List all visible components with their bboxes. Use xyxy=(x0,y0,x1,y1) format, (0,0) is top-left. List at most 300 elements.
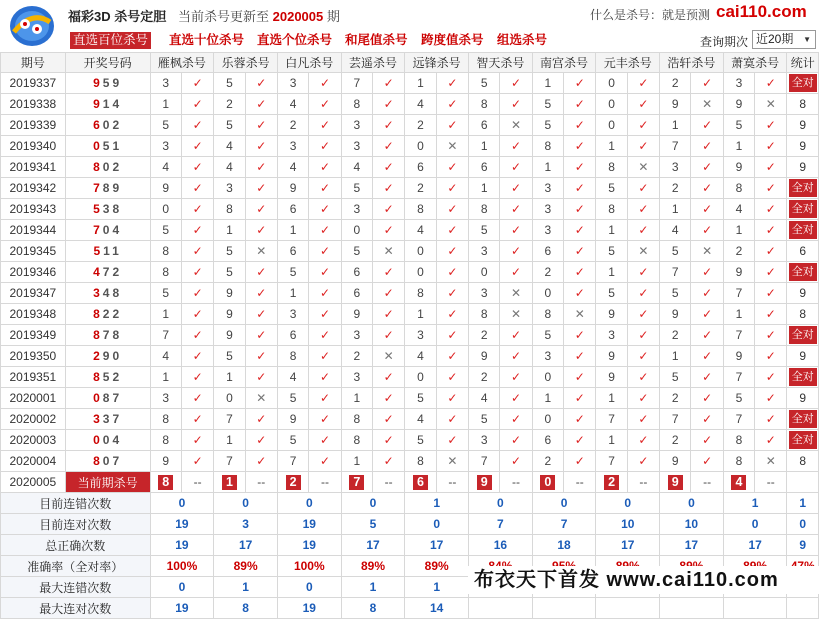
draw-number-cell xyxy=(65,283,150,304)
site-logo[interactable] xyxy=(8,4,56,48)
check-icon: ✓ xyxy=(245,325,277,346)
check-icon: ✓ xyxy=(309,430,341,451)
kill-number-cell: 1 xyxy=(660,115,691,136)
kill-number-cell: 6 xyxy=(532,430,563,451)
what-is-kill-link[interactable]: 什么是杀号：就是预测 xyxy=(590,8,711,22)
kill-number-cell: 4 xyxy=(277,94,308,115)
check-icon: ✓ xyxy=(500,409,532,430)
kill-number-cell: 4 xyxy=(214,136,245,157)
cross-icon: ✕ xyxy=(627,157,659,178)
tab-1[interactable]: 直选十位杀号 xyxy=(169,33,245,47)
tab-3[interactable]: 和尾值杀号 xyxy=(345,33,408,47)
check-icon: ✓ xyxy=(372,262,404,283)
all-correct-badge[interactable]: 全对 xyxy=(789,368,817,386)
all-correct-badge[interactable]: 全对 xyxy=(789,221,817,239)
check-icon: ✓ xyxy=(309,262,341,283)
stats-value: 19 xyxy=(150,514,214,535)
kill-number-cell: 8 xyxy=(150,409,181,430)
stats-value: 3 xyxy=(214,514,278,535)
draw-digit: 5 xyxy=(93,244,104,258)
stats-value: 7 xyxy=(469,514,533,535)
draw-number-cell xyxy=(65,199,150,220)
draw-digit: 2 xyxy=(112,370,123,384)
kill-number-cell: 6 xyxy=(277,325,308,346)
kill-number-cell: 5 xyxy=(469,220,500,241)
check-icon: ✓ xyxy=(436,115,468,136)
kill-number-cell: 3 xyxy=(150,73,181,94)
stats-value: 0 xyxy=(150,493,214,514)
draw-digit: 5 xyxy=(102,139,113,153)
predicted-kill-number: 7 xyxy=(349,475,364,490)
draw-number-cell xyxy=(65,136,150,157)
total-cell: 8 xyxy=(787,451,819,472)
check-icon: ✓ xyxy=(436,283,468,304)
kill-number-cell: 0 xyxy=(596,115,627,136)
stats-value xyxy=(787,598,819,619)
draw-digit: 4 xyxy=(112,97,123,111)
check-icon: ✓ xyxy=(181,115,213,136)
draw-digit: 7 xyxy=(93,223,103,237)
check-icon: ✓ xyxy=(691,304,723,325)
kill-number-cell: 8 xyxy=(596,199,627,220)
kill-number-cell: 9 xyxy=(277,409,308,430)
stats-value: 5 xyxy=(341,514,405,535)
kill-number-cell: 1 xyxy=(723,304,754,325)
kill-number-cell: 1 xyxy=(214,367,245,388)
kill-number-cell: 6 xyxy=(341,262,372,283)
footer-banner: 布衣天下首发 www.cai110.com xyxy=(468,566,819,594)
kill-number-cell: 2 xyxy=(405,178,436,199)
kill-number-cell: 5 xyxy=(723,388,754,409)
check-icon: ✓ xyxy=(627,388,659,409)
kill-number-cell: 9 xyxy=(214,304,245,325)
check-icon: ✓ xyxy=(564,94,596,115)
kill-number-cell: 8 xyxy=(469,94,500,115)
check-icon: ✓ xyxy=(245,409,277,430)
check-icon: ✓ xyxy=(309,409,341,430)
check-icon: ✓ xyxy=(627,304,659,325)
stats-value: 1 xyxy=(405,577,469,598)
kill-number-cell: 6 xyxy=(277,241,308,262)
check-icon: ✓ xyxy=(372,115,404,136)
check-icon: ✓ xyxy=(181,73,213,94)
check-icon: ✓ xyxy=(245,157,277,178)
kill-number-cell: 9 xyxy=(341,304,372,325)
tab-0[interactable]: 直选百位杀号 xyxy=(70,32,151,49)
kill-number-cell: 5 xyxy=(214,115,245,136)
kill-number-cell: 9 xyxy=(150,178,181,199)
draw-digit: 2 xyxy=(93,349,103,363)
total-cell xyxy=(787,430,819,451)
update-period: 2020005 xyxy=(272,9,324,24)
cross-icon: ✕ xyxy=(500,283,532,304)
pending-mark: -- xyxy=(755,472,787,493)
check-icon: ✓ xyxy=(755,157,787,178)
check-icon: ✓ xyxy=(372,73,404,94)
kill-number-cell: 5 xyxy=(469,73,500,94)
kill-number-cell: 8 xyxy=(405,451,436,472)
check-icon: ✓ xyxy=(564,262,596,283)
cross-icon: ✕ xyxy=(564,304,596,325)
table-row xyxy=(1,430,819,451)
site-brand[interactable]: cai110.com xyxy=(716,2,807,21)
all-correct-badge[interactable]: 全对 xyxy=(789,200,817,218)
draw-digit: 7 xyxy=(112,391,123,405)
current-total-cell xyxy=(787,472,819,493)
check-icon: ✓ xyxy=(436,409,468,430)
draw-digit: 0 xyxy=(112,349,123,363)
check-icon: ✓ xyxy=(245,94,277,115)
check-icon: ✓ xyxy=(564,325,596,346)
check-icon: ✓ xyxy=(245,367,277,388)
kill-number-cell: 0 xyxy=(532,283,563,304)
check-icon: ✓ xyxy=(436,388,468,409)
check-icon: ✓ xyxy=(372,409,404,430)
stats-value: 0 xyxy=(469,493,533,514)
check-icon: ✓ xyxy=(564,346,596,367)
current-period-row xyxy=(1,472,819,493)
cross-icon: ✕ xyxy=(691,241,723,262)
draw-digit: 4 xyxy=(112,433,123,447)
stats-value: 17 xyxy=(596,535,660,556)
draw-number-cell xyxy=(65,430,150,451)
kill-number-cell: 7 xyxy=(596,451,627,472)
draw-digit: 8 xyxy=(93,307,103,321)
check-icon: ✓ xyxy=(245,451,277,472)
all-correct-badge[interactable]: 全对 xyxy=(789,326,817,344)
current-kill-label: 当前期杀号 xyxy=(65,472,150,493)
draw-digit: 0 xyxy=(102,223,113,237)
table-row xyxy=(1,451,819,472)
predicted-kill-cell xyxy=(214,472,245,493)
check-icon: ✓ xyxy=(309,94,341,115)
check-icon: ✓ xyxy=(436,73,468,94)
check-icon: ✓ xyxy=(755,388,787,409)
draw-number-cell xyxy=(65,409,150,430)
check-icon: ✓ xyxy=(245,283,277,304)
kill-number-cell: 1 xyxy=(150,367,181,388)
app-title: 福彩3D 杀号定胆 xyxy=(68,9,167,24)
kill-number-cell: 1 xyxy=(214,220,245,241)
stats-value: 19 xyxy=(277,535,341,556)
check-icon: ✓ xyxy=(245,199,277,220)
kill-number-cell: 9 xyxy=(660,94,691,115)
kill-number-table xyxy=(0,52,819,619)
kill-number-cell: 7 xyxy=(214,409,245,430)
check-icon: ✓ xyxy=(627,451,659,472)
check-icon: ✓ xyxy=(372,283,404,304)
table-row xyxy=(1,367,819,388)
draw-digit: 1 xyxy=(112,139,123,153)
kill-number-cell: 1 xyxy=(277,283,308,304)
kill-number-cell: 4 xyxy=(214,157,245,178)
check-icon: ✓ xyxy=(564,430,596,451)
kill-number-cell: 2 xyxy=(214,94,245,115)
predicted-kill-cell xyxy=(532,472,563,493)
kill-number-cell: 3 xyxy=(596,325,627,346)
kill-number-cell: 9 xyxy=(723,157,754,178)
table-row xyxy=(1,262,819,283)
period-cell: 2019351 xyxy=(1,367,66,388)
pending-mark: -- xyxy=(627,472,659,493)
draw-digit: 2 xyxy=(112,160,123,174)
check-icon: ✓ xyxy=(181,430,213,451)
kill-number-cell: 3 xyxy=(723,73,754,94)
stats-label: 最大连错次数 xyxy=(1,577,151,598)
stats-value: 17 xyxy=(660,535,724,556)
draw-digit: 2 xyxy=(102,307,113,321)
kill-number-cell: 6 xyxy=(341,283,372,304)
stats-value: 17 xyxy=(405,535,469,556)
draw-number-cell xyxy=(65,241,150,262)
check-icon: ✓ xyxy=(181,304,213,325)
predicted-kill-number: 4 xyxy=(731,475,746,490)
stats-label: 总正确次数 xyxy=(1,535,151,556)
period-cell: 2019345 xyxy=(1,241,66,262)
total-cell: 9 xyxy=(787,283,819,304)
check-icon: ✓ xyxy=(372,325,404,346)
check-icon: ✓ xyxy=(309,451,341,472)
draw-digit: 0 xyxy=(93,433,103,447)
kill-number-cell: 3 xyxy=(277,304,308,325)
check-icon: ✓ xyxy=(564,136,596,157)
kill-number-cell: 9 xyxy=(723,346,754,367)
kill-number-cell: 4 xyxy=(405,346,436,367)
pending-mark: -- xyxy=(691,472,723,493)
predicted-kill-number: 8 xyxy=(158,475,173,490)
kill-number-cell: 5 xyxy=(596,178,627,199)
kill-number-cell: 1 xyxy=(596,430,627,451)
total-cell xyxy=(787,409,819,430)
check-icon: ✓ xyxy=(309,115,341,136)
check-icon: ✓ xyxy=(245,136,277,157)
all-correct-badge[interactable]: 全对 xyxy=(789,263,817,281)
stats-row xyxy=(1,514,819,535)
check-icon: ✓ xyxy=(691,388,723,409)
kill-number-cell: 4 xyxy=(405,409,436,430)
table-row xyxy=(1,388,819,409)
page-header xyxy=(0,0,819,52)
total-cell: 9 xyxy=(787,388,819,409)
kill-number-cell: 5 xyxy=(596,241,627,262)
total-cell xyxy=(787,73,819,94)
stats-value: 1 xyxy=(341,577,405,598)
kill-number-cell: 7 xyxy=(214,451,245,472)
stats-value: 14 xyxy=(405,598,469,619)
draw-digit: 6 xyxy=(93,118,103,132)
period-select[interactable]: 近20期 ▼ xyxy=(752,30,816,49)
kill-number-cell: 8 xyxy=(150,430,181,451)
check-icon: ✓ xyxy=(755,409,787,430)
draw-digit: 4 xyxy=(112,223,123,237)
kill-number-cell: 5 xyxy=(532,325,563,346)
kill-number-cell: 7 xyxy=(723,325,754,346)
total-cell: 9 xyxy=(787,157,819,178)
check-icon: ✓ xyxy=(627,325,659,346)
cross-icon: ✕ xyxy=(436,136,468,157)
stats-value: 8 xyxy=(214,598,278,619)
stats-value: 0 xyxy=(596,493,660,514)
period-cell: 2019338 xyxy=(1,94,66,115)
check-icon: ✓ xyxy=(436,220,468,241)
kill-number-cell: 6 xyxy=(469,157,500,178)
draw-digit: 3 xyxy=(102,412,113,426)
kill-number-cell: 5 xyxy=(660,241,691,262)
draw-digit: 2 xyxy=(112,307,123,321)
check-icon: ✓ xyxy=(691,430,723,451)
check-icon: ✓ xyxy=(500,430,532,451)
stats-value: 1 xyxy=(214,577,278,598)
draw-digit: 9 xyxy=(93,76,103,90)
check-icon: ✓ xyxy=(309,304,341,325)
draw-digit: 0 xyxy=(93,139,103,153)
kill-number-cell: 2 xyxy=(723,241,754,262)
kill-number-cell: 3 xyxy=(150,136,181,157)
tab-2[interactable]: 直选个位杀号 xyxy=(257,33,333,47)
check-icon: ✓ xyxy=(181,94,213,115)
draw-digit: 7 xyxy=(112,454,123,468)
kill-number-cell: 0 xyxy=(405,241,436,262)
check-icon: ✓ xyxy=(309,73,341,94)
check-icon: ✓ xyxy=(309,388,341,409)
kill-number-cell: 5 xyxy=(150,115,181,136)
check-icon: ✓ xyxy=(436,325,468,346)
check-icon: ✓ xyxy=(691,136,723,157)
pending-mark: -- xyxy=(436,472,468,493)
check-icon: ✓ xyxy=(372,367,404,388)
kill-number-cell: 3 xyxy=(660,157,691,178)
check-icon: ✓ xyxy=(627,73,659,94)
cross-icon: ✕ xyxy=(627,241,659,262)
cross-icon: ✕ xyxy=(691,94,723,115)
table-header-row xyxy=(1,53,819,73)
all-correct-badge[interactable]: 全对 xyxy=(789,410,817,428)
kill-number-cell: 1 xyxy=(723,136,754,157)
draw-digit: 9 xyxy=(112,76,123,90)
kill-number-cell: 1 xyxy=(660,346,691,367)
kill-number-cell: 7 xyxy=(723,409,754,430)
period-cell: 2020001 xyxy=(1,388,66,409)
draw-digit: 0 xyxy=(102,160,113,174)
kill-number-cell: 8 xyxy=(723,178,754,199)
stats-value: 9 xyxy=(787,535,819,556)
stats-value: 7 xyxy=(532,514,596,535)
column-header: 期号 xyxy=(1,53,66,73)
kill-number-cell: 1 xyxy=(341,451,372,472)
kill-number-cell: 3 xyxy=(341,199,372,220)
check-icon: ✓ xyxy=(755,178,787,199)
kill-number-cell: 9 xyxy=(596,304,627,325)
stats-value: 17 xyxy=(214,535,278,556)
draw-number-cell xyxy=(65,304,150,325)
check-icon: ✓ xyxy=(627,199,659,220)
check-icon: ✓ xyxy=(181,367,213,388)
pending-mark: -- xyxy=(372,472,404,493)
kill-number-cell: 3 xyxy=(405,325,436,346)
column-header: 萧寞杀号 xyxy=(723,53,787,73)
check-icon: ✓ xyxy=(500,73,532,94)
stats-label: 目前连对次数 xyxy=(1,514,151,535)
check-icon: ✓ xyxy=(627,178,659,199)
all-correct-badge[interactable]: 全对 xyxy=(789,179,817,197)
draw-number-cell xyxy=(65,325,150,346)
check-icon: ✓ xyxy=(436,199,468,220)
check-icon: ✓ xyxy=(755,115,787,136)
kill-number-cell: 5 xyxy=(341,178,372,199)
kill-number-cell: 2 xyxy=(405,115,436,136)
kill-number-cell: 7 xyxy=(277,451,308,472)
kill-number-cell: 3 xyxy=(277,136,308,157)
pending-mark: -- xyxy=(564,472,596,493)
tab-4[interactable]: 跨度值杀号 xyxy=(421,33,484,47)
check-icon: ✓ xyxy=(436,157,468,178)
check-icon: ✓ xyxy=(500,451,532,472)
draw-digit: 9 xyxy=(112,181,123,195)
kill-number-cell: 5 xyxy=(660,283,691,304)
check-icon: ✓ xyxy=(309,325,341,346)
check-icon: ✓ xyxy=(372,136,404,157)
table-row xyxy=(1,325,819,346)
total-cell xyxy=(787,220,819,241)
kill-number-cell: 2 xyxy=(469,367,500,388)
check-icon: ✓ xyxy=(436,241,468,262)
kill-number-cell: 9 xyxy=(660,451,691,472)
draw-digit: 8 xyxy=(112,286,123,300)
stats-value: 0 xyxy=(723,514,787,535)
stats-value xyxy=(596,598,660,619)
kill-number-cell: 7 xyxy=(596,409,627,430)
kill-number-cell: 2 xyxy=(660,178,691,199)
check-icon: ✓ xyxy=(372,304,404,325)
period-query-label: 查询期次 xyxy=(700,35,749,49)
kill-number-cell: 2 xyxy=(532,262,563,283)
check-icon: ✓ xyxy=(181,241,213,262)
kill-number-cell: 1 xyxy=(469,178,500,199)
kill-number-cell: 3 xyxy=(341,136,372,157)
check-icon: ✓ xyxy=(564,451,596,472)
kill-number-cell: 9 xyxy=(596,367,627,388)
kill-number-cell: 6 xyxy=(532,241,563,262)
all-correct-badge[interactable]: 全对 xyxy=(789,431,817,449)
kill-number-cell: 4 xyxy=(660,220,691,241)
all-correct-badge[interactable]: 全对 xyxy=(789,74,817,92)
check-icon: ✓ xyxy=(372,157,404,178)
kill-number-cell: 5 xyxy=(150,283,181,304)
total-cell: 8 xyxy=(787,94,819,115)
stats-row xyxy=(1,535,819,556)
pending-mark: -- xyxy=(245,472,277,493)
stats-value: 0 xyxy=(660,493,724,514)
kill-number-cell: 2 xyxy=(532,451,563,472)
draw-digit: 9 xyxy=(93,97,103,111)
tab-5[interactable]: 组选杀号 xyxy=(497,33,548,47)
kill-number-cell: 9 xyxy=(150,451,181,472)
check-icon: ✓ xyxy=(691,451,723,472)
check-icon: ✓ xyxy=(500,325,532,346)
check-icon: ✓ xyxy=(691,325,723,346)
check-icon: ✓ xyxy=(372,388,404,409)
check-icon: ✓ xyxy=(755,73,787,94)
stats-value: 1 xyxy=(405,493,469,514)
cross-icon: ✕ xyxy=(245,241,277,262)
check-icon: ✓ xyxy=(500,241,532,262)
check-icon: ✓ xyxy=(691,73,723,94)
kill-number-cell: 4 xyxy=(277,157,308,178)
check-icon: ✓ xyxy=(691,409,723,430)
kill-number-cell: 4 xyxy=(150,157,181,178)
column-header: 元丰杀号 xyxy=(596,53,660,73)
kill-number-cell: 8 xyxy=(469,304,500,325)
